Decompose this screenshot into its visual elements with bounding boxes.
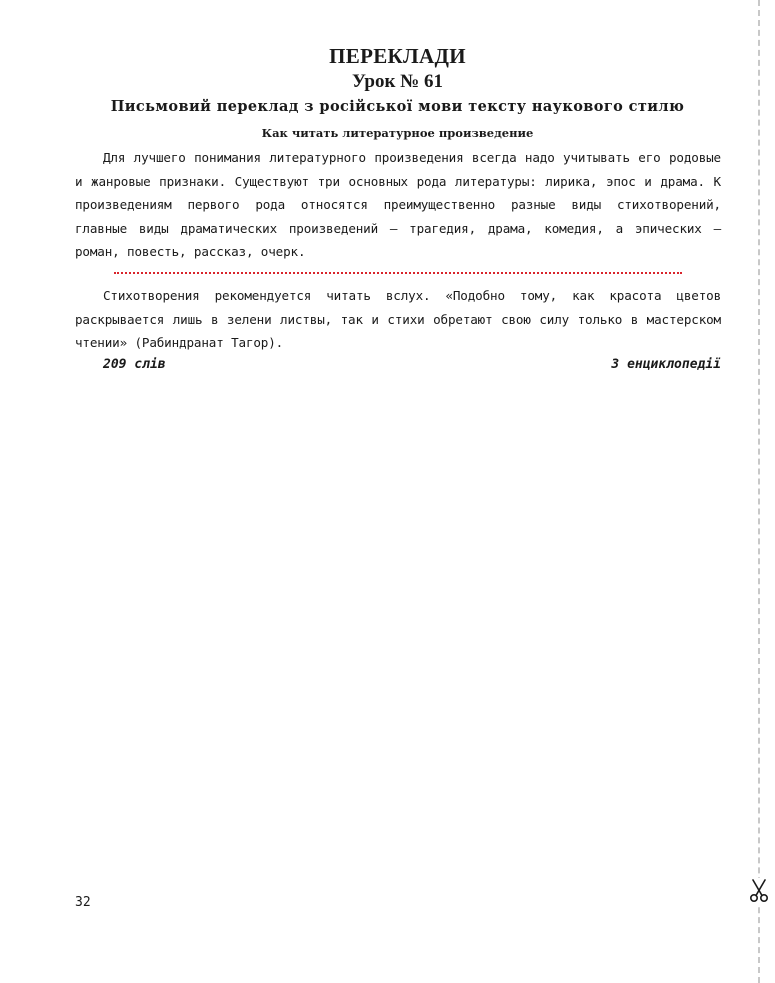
text-title: Как читать литературное произведение — [261, 126, 534, 140]
text-meta — [103, 357, 721, 372]
task-heading: Письмовий переклад з російської мови тексту наукового стилю — [110, 98, 685, 115]
text-source: З енциклопедії — [611, 357, 721, 372]
section-title: ПЕРЕКЛАДИ — [329, 44, 466, 68]
scissors-icon — [748, 878, 770, 904]
paragraph-2: Стихотворения рекомендуется читать вслух. «Подобно тому, как красота цветов раскрывается лишь в зелени листвы, так и стихи обретают свою силу только в мастерском чтении» (Рабиндранат Тагор). — [75, 288, 721, 351]
page-number: 32 — [75, 895, 91, 910]
paragraph-1: Для лучшего понимания литературного произведения всегда надо учитывать его родовые и жанровые признаки. Существуют три основных рода литературы: лирика, эпос и драма. К произведениям первого рода относятся преимущественно разные виды стихотворений, главные виды драматических произведений — трагедия, драма, комедия, а эпических — роман, повесть, рассказ, очерк. — [75, 150, 721, 260]
dotted-divider — [114, 272, 682, 274]
word-count: 209 слів — [103, 357, 166, 372]
lesson-number: Урок № 61 — [352, 71, 443, 92]
cut-line — [758, 0, 760, 983]
